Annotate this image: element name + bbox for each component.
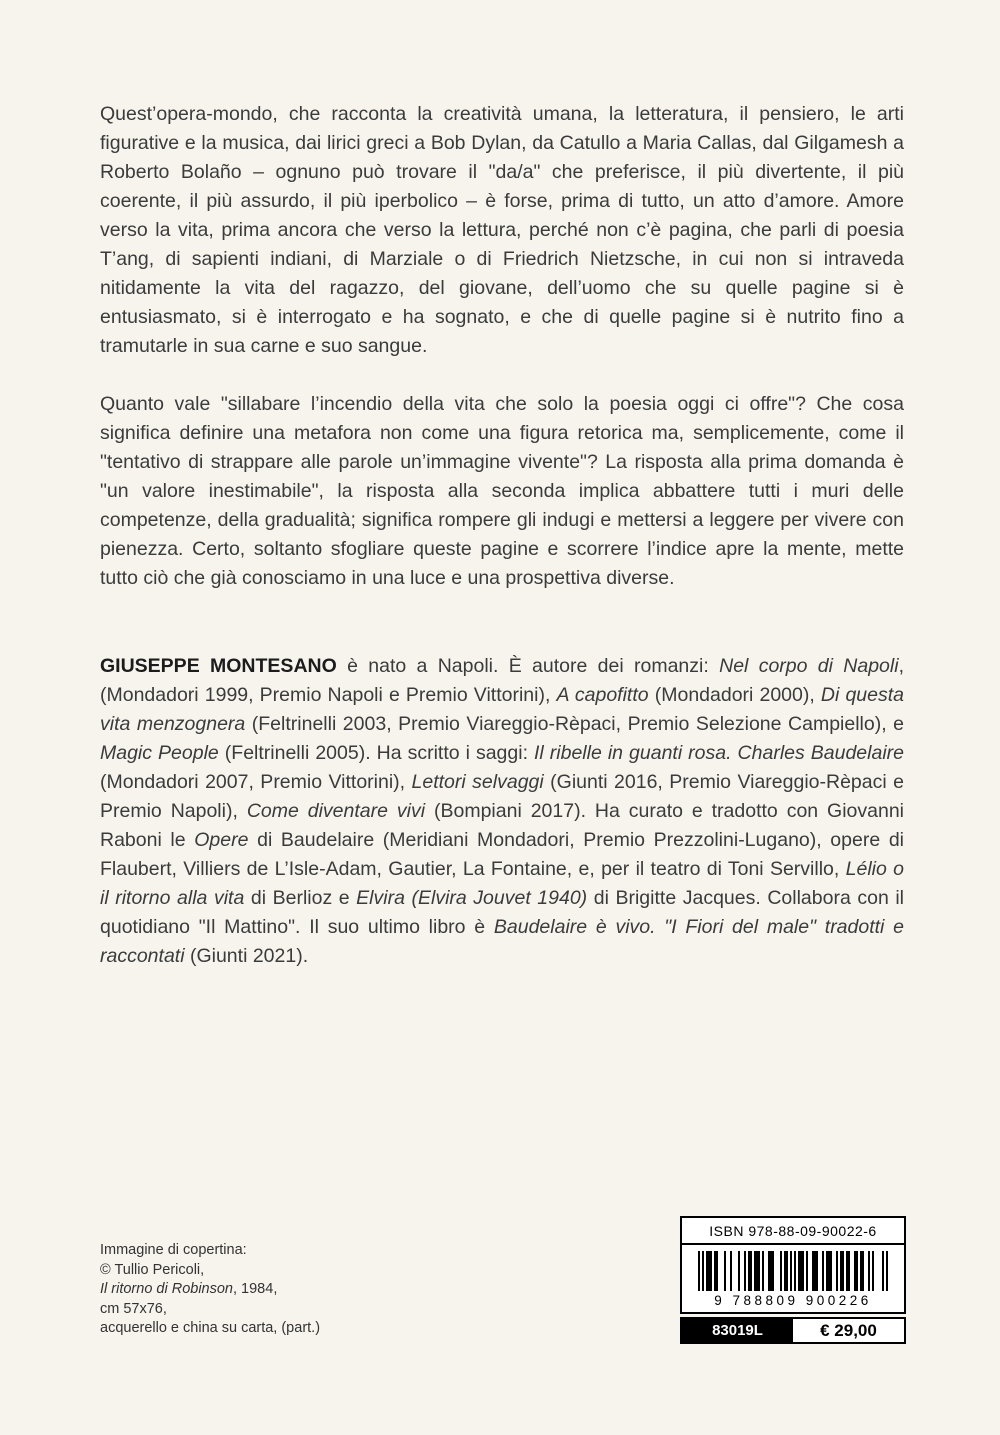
back-cover-text (100, 100, 904, 1000)
text-segment: di Berlioz e (244, 887, 357, 909)
text-segment: (Feltrinelli 2003, Premio Viareggio-Rèpaci, Premio Selezione Campiello), e (245, 713, 904, 735)
text-segment: Nel corpo di Napoli (719, 655, 899, 677)
text-segment: Baudelaire è vivo. "I Fiori del male" tradotti e raccontati (100, 916, 904, 967)
text-segment: Immagine di copertina: (100, 1242, 247, 1258)
text-segment: A capofitto (556, 684, 649, 706)
text-segment: di Brigitte Jacques. Collabora con il quotidiano "Il Mattino". Il suo ultimo libro è (100, 887, 905, 938)
isbn-barcode-block (680, 1216, 906, 1344)
text-segment: Lélio o il ritorno alla vita (100, 858, 904, 909)
credit-line (100, 1280, 320, 1300)
text-segment: cm 57x76, (100, 1300, 167, 1317)
isbn-label: ISBN 978-88-09-90022-6 (682, 1218, 904, 1245)
text-segment: © Tullio Pericoli, (100, 1261, 205, 1278)
text-segment: , 1984, (233, 1281, 278, 1297)
text-segment: Lettori selvaggi (411, 771, 544, 793)
credit-line (100, 1300, 320, 1320)
barcode-digits: 9 788809 900226 (714, 1293, 872, 1308)
synopsis-paragraph-1: Quest’opera-mondo, che racconta la creatività umana, la letteratura, il pensiero, le arti figurative e la musica, dai lirici greci a Bob Dylan, da Catullo a Maria Callas, dal Gilgamesh a Roberto Bolaño – ognuno può trovare il "da/a" che preferisce, il più divertente, il più coerente, il più assurdo, il più iperbolico – è forse, prima di tutto, un atto d’amore. Amore verso la vita, prima ancora che verso la lettura, perché non c’è pagina, che parli di poesia T’ang, di sapienti indiani, di Marziale o di Friedrich Nietzsche, in cui non si intraveda nitidamente la vita del ragazzo, del giovane, dell’uomo che su quelle pagine si è entusiasmato, si è interrogato e ha sognato, e che di quelle pagine si è nutrito fino a tramutarle in sua carne e suo sangue. (100, 103, 904, 357)
text-segment: è nato a Napoli. È autore dei romanzi: (336, 655, 720, 677)
product-code-badge: 83019L (682, 1319, 793, 1342)
text-segment: (Giunti 2021). (184, 945, 309, 967)
text-segment: (Mondadori 2007, Premio Vittorini), (100, 771, 412, 793)
text-segment: Il ritorno di Robinson (100, 1281, 233, 1297)
text-segment: Di questa vita menzognera (100, 684, 904, 735)
cover-image-credit (100, 1241, 320, 1339)
text-segment: Elvira (Elvira Jouvet 1940) (356, 887, 588, 909)
text-segment: GIUSEPPE MONTESANO (100, 655, 337, 677)
text-segment: Opere (194, 829, 249, 851)
price-row (680, 1317, 906, 1344)
text-segment: di Baudelaire (Meridiani Mondadori, Premio Prezzolini-Lugano), opere di Flaubert, Villiers de L’Isle-Adam, Gautier, La Fontaine, e, per il teatro di Toni Servillo, (100, 829, 904, 880)
text-segment: (Mondadori 2000), (648, 684, 821, 706)
isbn-box (680, 1216, 906, 1314)
text-segment: (Feltrinelli 2005). Ha scritto i saggi: (218, 742, 535, 764)
author-bio (100, 652, 904, 971)
credit-line (100, 1319, 320, 1339)
text-segment: Magic People (100, 742, 219, 764)
text-segment: acquerello e china su carta, (part.) (100, 1320, 321, 1336)
text-segment: Come diventare vivi (246, 800, 426, 822)
synopsis-paragraph-2: Quanto vale "sillabare l’incendio della vita che solo la poesia oggi ci offre"? Che cosa significa definire una metafora non come una figura retorica ma, semplicemente, come il "tentativo di strappare alle parole un’immagine vivente"? La risposta alla prima domanda è "un valore inestimabile", la risposta alla seconda implica abbattere tutti i muri delle competenze, della gradualità; significa rompere gli indugi e mettersi a leggere per vivere con pienezza. Certo, soltanto sfogliare queste pagine e scorrere l’indice apre la mente, mette tutto ciò che già conosciamo in una luce e una prospettiva diverse. (100, 393, 904, 589)
credit-line (100, 1261, 320, 1281)
text-segment: , (Mondadori 1999, Premio Napoli e Premio Vittorini), (100, 655, 904, 706)
text-segment: Il ribelle in guanti rosa. Charles Baudelaire (534, 742, 904, 764)
price-label: € 29,00 (793, 1319, 904, 1342)
barcode (698, 1251, 888, 1291)
barcode-area (682, 1245, 904, 1312)
credit-line (100, 1241, 320, 1261)
text-segment: (Bompiani 2017). Ha curato e tradotto con Giovanni Raboni le (100, 800, 905, 851)
text-segment: (Giunti 2016, Premio Viareggio-Rèpaci e Premio Napoli), (100, 771, 904, 822)
